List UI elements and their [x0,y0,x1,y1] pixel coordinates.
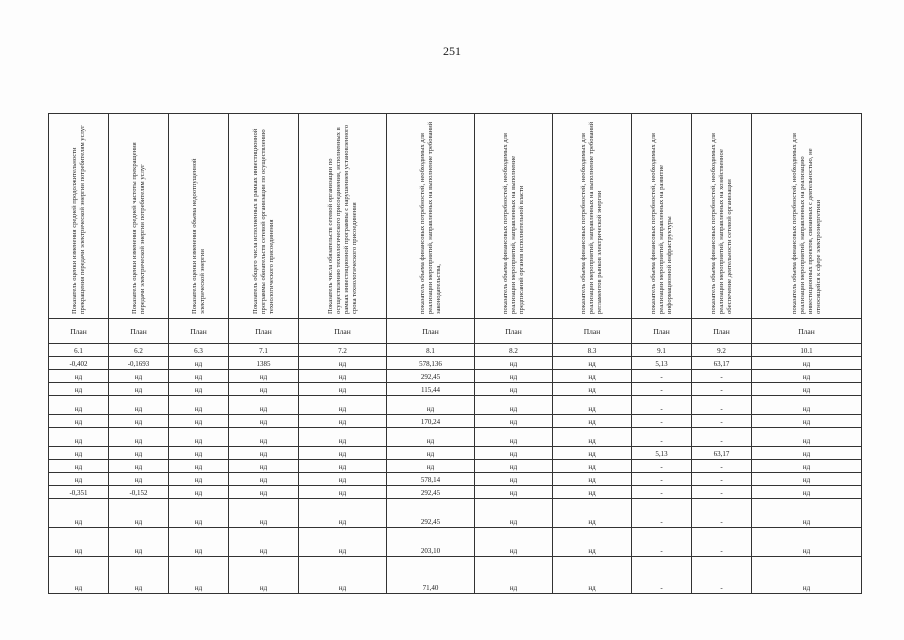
table-cell: нд [553,415,632,428]
table-cell: - [632,370,692,383]
column-header-text: показатель объема финансовых потребностей, необходимых для реализации мероприятий, направленных на развитие информационной инфраструктуры [649,133,673,314]
table-row [49,447,862,460]
table-cell: нд [752,473,862,486]
table-cell: 115,44 [387,383,475,396]
table-cell: нд [229,460,299,473]
table-cell: нд [109,370,169,383]
table-cell: нд [752,460,862,473]
column-header-text: показатель объема финансовых потребностей, необходимых для реализации мероприятий, направленных на выполнение требований регламентов рынков электрической энергии [580,121,603,314]
table-cell: - [632,557,692,594]
column-header-text: Показатель оценки изменения средней частоты прекращения передачи электрической энергии потребителям услуг [130,142,146,314]
table-cell: нд [49,383,109,396]
column-header-text: показатель объема финансовых потребностей, необходимых для реализации мероприятий, направленных на выполнение предписаний органов исполнительной власти [501,133,525,314]
table-cell: нд [299,473,387,486]
table-cell: нд [553,557,632,594]
table-cell: - [692,557,752,594]
table-cell: нд [169,499,229,528]
table-cell: нд [169,528,229,557]
table-cell: 292,45 [387,486,475,499]
table-cell: нд [475,357,553,370]
table-cell: - [632,396,692,415]
table-cell: 63,17 [692,447,752,460]
table-row [49,357,862,370]
table-cell: 292,45 [387,370,475,383]
plan-cell: План [109,319,169,344]
table-cell: нд [109,396,169,415]
table-cell: нд [752,383,862,396]
table-cell: нд [752,528,862,557]
table-row [49,370,862,383]
column-header-text: показатель объема финансовых потребностей, необходимых для реализации мероприятий, направленных на реализацию инвестиционных проектов, связанных с деятельностью, не относящейся к сфере электроэнергетики [790,133,822,314]
column-number-cell: 9.2 [692,344,752,357]
table-cell: нд [169,370,229,383]
table-row [49,415,862,428]
table-cell: нд [229,473,299,486]
header-row [49,114,862,319]
table-cell: нд [169,428,229,447]
table-cell: нд [553,499,632,528]
table-row [49,460,862,473]
table-cell: нд [299,357,387,370]
table-cell: нд [387,460,475,473]
column-header-cell [692,114,752,319]
plan-cell: План [752,319,862,344]
table-cell: нд [299,428,387,447]
column-header-cell [229,114,299,319]
table-cell: нд [229,528,299,557]
table-cell: нд [475,415,553,428]
table-cell: - [632,415,692,428]
table-cell: нд [49,447,109,460]
table-cell: 578,136 [387,357,475,370]
table-cell: нд [109,557,169,594]
column-header-cell [109,114,169,319]
table-cell: нд [229,428,299,447]
table-cell: - [692,370,752,383]
table-cell: нд [752,428,862,447]
table-cell: нд [553,486,632,499]
table-cell: нд [299,415,387,428]
table-cell: - [692,486,752,499]
table-cell: нд [109,473,169,486]
table-cell: нд [553,473,632,486]
table-cell: нд [553,370,632,383]
table-cell: - [692,460,752,473]
column-number-cell: 7.2 [299,344,387,357]
table-cell: нд [299,557,387,594]
table-cell: нд [109,460,169,473]
table-cell: нд [229,557,299,594]
column-number-cell: 6.3 [169,344,229,357]
column-header-text: показатель объема финансовых потребностей, необходимых для реализации мероприятий, направленных на хозяйственное обеспечение деятельности сетевой организации [709,133,733,314]
table-cell: нд [553,383,632,396]
column-number-cell: 6.1 [49,344,109,357]
table-cell: - [692,415,752,428]
table-cell: нд [169,415,229,428]
plan-cell: План [49,319,109,344]
plan-cell: План [229,319,299,344]
table-row [49,383,862,396]
table-cell: нд [299,447,387,460]
table-cell: нд [229,396,299,415]
column-number-cell: 8.2 [475,344,553,357]
table-cell: нд [169,557,229,594]
table-cell: нд [475,528,553,557]
plan-cell: План [169,319,229,344]
table-cell: нд [475,370,553,383]
column-header-cell [169,114,229,319]
column-header-cell [299,114,387,319]
column-number-cell: 10.1 [752,344,862,357]
table-cell: нд [475,383,553,396]
table-cell: 203,10 [387,528,475,557]
column-number-cell: 9.1 [632,344,692,357]
table-cell: - [692,499,752,528]
table-row [49,486,862,499]
table-cell: нд [49,557,109,594]
table-cell: нд [752,396,862,415]
table-cell: нд [49,428,109,447]
table-cell: нд [49,370,109,383]
table-cell: -0,152 [109,486,169,499]
table-cell: нд [299,528,387,557]
table-row [49,428,862,447]
table-cell: нд [229,415,299,428]
table-cell: 1385 [229,357,299,370]
table-row [49,528,862,557]
table-cell: нд [475,557,553,594]
table-cell: 170,24 [387,415,475,428]
table-cell: нд [475,473,553,486]
column-header-text: показатель объема финансовых потребностей, необходимых для реализации мероприятий, направленных на выполнение требований законодательства, [418,121,442,314]
table-cell: -0,402 [49,357,109,370]
table-cell: нд [553,460,632,473]
table-cell: нд [553,357,632,370]
page-number: 251 [443,44,461,58]
table-cell: нд [229,486,299,499]
plan-cell: План [553,319,632,344]
table-cell: 5,13 [632,447,692,460]
table-cell: нд [229,499,299,528]
table-cell: - [632,428,692,447]
table-cell: нд [109,383,169,396]
table-cell: нд [553,428,632,447]
table-cell: нд [299,499,387,528]
plan-cell: План [692,319,752,344]
table-cell: 71,40 [387,557,475,594]
table-cell: нд [169,357,229,370]
table-cell: нд [553,396,632,415]
table-cell: нд [475,460,553,473]
table-cell: нд [475,486,553,499]
table-cell: нд [553,528,632,557]
table-row [49,557,862,594]
column-header-text: Показатель оценки изменения средней продолжительности прекращения передачи электрической энергии потребителям услуг [70,125,86,314]
table-cell: нд [229,447,299,460]
table-cell: - [632,460,692,473]
plan-cell: План [475,319,553,344]
plan-cell: План [299,319,387,344]
table-cell: нд [475,447,553,460]
table-cell: нд [299,383,387,396]
table-cell: нд [229,383,299,396]
table-cell: -0,1693 [109,357,169,370]
table-cell: нд [169,383,229,396]
column-header-text: Показатель числа обязательств сетевой организации по осуществлению технологического присоединения, исполненных в рамках инвестиционной программы с нарушением установленного срока технологического присоединения [326,124,358,314]
table-cell: нд [169,447,229,460]
table-cell: нд [49,396,109,415]
table-cell: - [692,396,752,415]
table-cell: нд [109,528,169,557]
column-number-row [49,344,862,357]
table-cell: нд [109,499,169,528]
table-cell: нд [49,460,109,473]
column-header-text: Показатель оценки изменения объема недоотпущенной электрической энергии [190,158,206,314]
column-number-cell: 6.2 [109,344,169,357]
table-cell: нд [49,499,109,528]
table-cell: нд [299,396,387,415]
table-cell: нд [229,370,299,383]
table-cell: нд [299,460,387,473]
data-table [48,113,862,594]
table-cell: нд [169,486,229,499]
table-row [49,473,862,486]
plan-cell: План [632,319,692,344]
column-header-cell [49,114,109,319]
table-cell: нд [752,357,862,370]
table-cell: - [632,473,692,486]
table-cell: нд [475,428,553,447]
plan-cell: План [387,319,475,344]
table-row [49,499,862,528]
table-cell: 5,13 [632,357,692,370]
table-cell: нд [752,447,862,460]
table-cell: нд [109,428,169,447]
table-cell: нд [49,415,109,428]
table-cell: - [692,528,752,557]
table-cell: 578,14 [387,473,475,486]
table-cell: нд [475,499,553,528]
column-number-cell: 8.1 [387,344,475,357]
table-cell: нд [109,447,169,460]
table-cell: нд [553,447,632,460]
plan-row [49,319,862,344]
table-cell: нд [299,370,387,383]
table-cell: нд [387,447,475,460]
table-cell: - [632,486,692,499]
column-header-cell [387,114,475,319]
table-cell: - [692,383,752,396]
table-cell: -0,351 [49,486,109,499]
table-cell: нд [169,460,229,473]
table-cell: - [692,473,752,486]
table-cell: нд [752,557,862,594]
table-cell: нд [299,486,387,499]
column-header-text: Показатель общего числа исполненных в рамках инвестиционной программы обязательств сетевой организации по осуществлению технологического присоединения [251,128,275,314]
table-cell: нд [49,528,109,557]
column-header-cell [752,114,862,319]
table-cell: нд [387,428,475,447]
table-cell: нд [169,473,229,486]
table-cell: нд [752,415,862,428]
table-cell: нд [475,396,553,415]
table-cell: нд [752,486,862,499]
column-header-cell [475,114,553,319]
table-cell: - [632,528,692,557]
column-number-cell: 7.1 [229,344,299,357]
table-cell: нд [752,370,862,383]
column-header-cell [553,114,632,319]
table-cell: нд [49,473,109,486]
table-cell: 63,17 [692,357,752,370]
table-cell: нд [109,415,169,428]
table-cell: - [632,383,692,396]
column-header-cell [632,114,692,319]
table-cell: нд [169,396,229,415]
table-cell: - [632,499,692,528]
table-cell: - [692,428,752,447]
table-cell: нд [752,499,862,528]
table-cell: 292,45 [387,499,475,528]
table-row [49,396,862,415]
table-cell: нд [387,396,475,415]
column-number-cell: 8.3 [553,344,632,357]
